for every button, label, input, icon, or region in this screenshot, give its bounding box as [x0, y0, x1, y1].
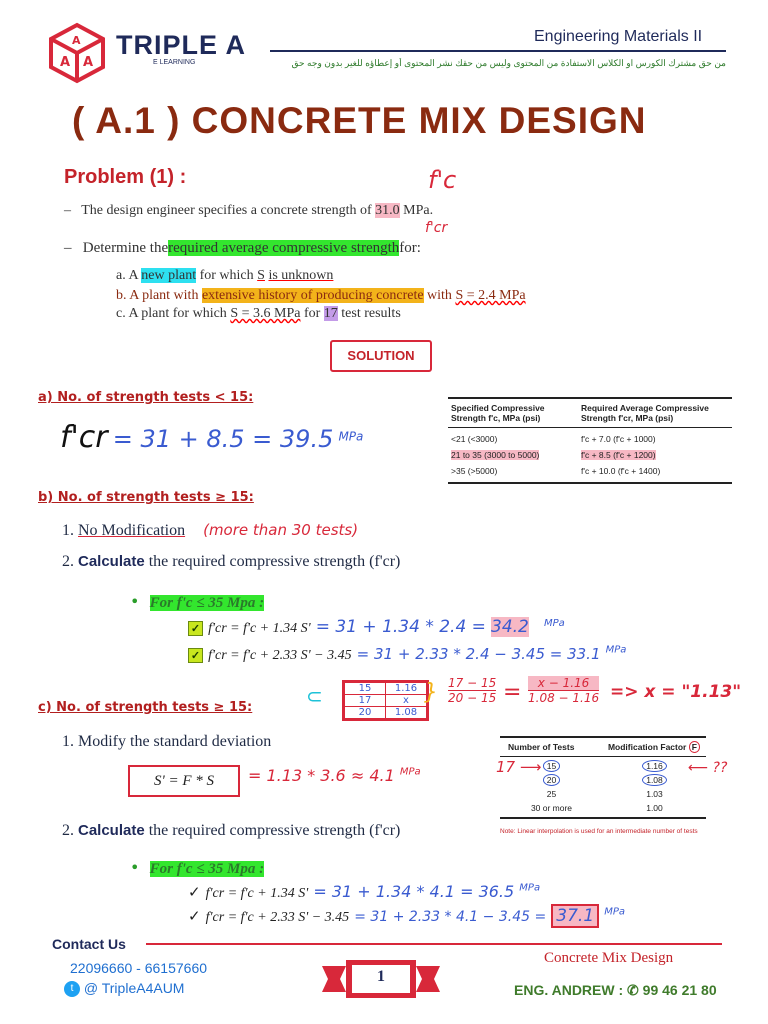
- logo-cube-icon: [46, 22, 108, 84]
- part-c-sd-work: = 1.13 * 3.6 ≈ 4.1 $^{MPa}$: [248, 766, 421, 785]
- bullet-2-highlight: required average compressive strength: [168, 240, 400, 256]
- table-cell: 25: [546, 789, 557, 799]
- table-cell: 17: [345, 695, 386, 707]
- interp-fraction-1: 17 − 15 20 − 15: [448, 676, 497, 705]
- problem-heading: Problem (1) :: [64, 166, 187, 188]
- table-row: [345, 683, 427, 695]
- footer-rule: [146, 943, 722, 945]
- table-cell: 1.08: [603, 775, 706, 785]
- svg-text:A: A: [72, 34, 81, 47]
- part-c-formula-1: ✓ f'cr = f'c + 1.34 S' = 31 + 1.34 * 4.1 = 36.5 $^{MPa}$: [188, 882, 541, 901]
- annotation-fc: f'c: [428, 166, 457, 194]
- annotation-question: ⟵ ??: [688, 760, 728, 776]
- case-c-count: 17: [323, 306, 338, 321]
- annotation-17: 17 ⟶: [496, 758, 542, 776]
- table-cell: >35 (>5000): [451, 466, 498, 476]
- table-cell: 15: [500, 761, 603, 771]
- check-icon: ✓: [188, 621, 203, 636]
- bullet-2-post: for:: [399, 240, 421, 256]
- part-b-condition-text: For f'c ≤ 35 Mpa :: [149, 595, 265, 611]
- case-c-post: test results: [341, 306, 401, 321]
- problem-bullet-2: – Determine therequired average compressive strengthfor:: [64, 240, 421, 256]
- case-a: [116, 268, 333, 284]
- case-c: [116, 306, 401, 322]
- footer-engineer: ENG. ANDREW : ✆ 99 46 21 80: [514, 982, 717, 998]
- part-b-result-1: 34.2: [491, 617, 529, 637]
- strength-table: [448, 397, 732, 484]
- check-icon: ✓: [188, 648, 203, 663]
- annotation-fcr: f'cr: [425, 220, 448, 236]
- modification-table-note: Note: Linear interpolation is used for an intermediate number of tests: [500, 828, 698, 835]
- table-cell: 20: [500, 775, 603, 785]
- arabic-notice: من حق مشترك الكورس او الكلاس الاستفادة من المحتوى وليس من حقك نشر المحتوى أو إعطاؤه للغير بدون وجه حق: [291, 58, 726, 68]
- part-c-condition: • For f'c ≤ 35 Mpa :: [130, 858, 265, 877]
- case-b-s: S = 2.4 MPa: [455, 288, 526, 303]
- whatsapp-icon: ✆: [627, 982, 639, 998]
- interp-result: => x = "1.13": [610, 682, 742, 702]
- interp-equals: =: [503, 680, 522, 705]
- part-b-heading: b) No. of strength tests ≥ 15:: [38, 490, 254, 505]
- svg-text:A: A: [83, 55, 94, 70]
- table-cell: 30 or more: [530, 803, 573, 813]
- part-b-formula-1: ✓ f'cr = f'c + 1.34 S' = 31 + 1.34 * 2.4 = 34.2 $^{MPa}$: [188, 617, 565, 637]
- part-b-note: (more than 30 tests): [203, 521, 359, 539]
- part-c-result-2: 37.1: [551, 904, 599, 928]
- logo-text: TRIPLE A: [116, 30, 247, 60]
- part-b-item-1: 1. No Modification (more than 30 tests): [62, 521, 359, 539]
- part-c-heading: c) No. of strength tests ≥ 15:: [38, 700, 253, 715]
- table-row: [345, 707, 427, 719]
- check-icon: ✓: [188, 883, 201, 901]
- strength-table-header: [448, 397, 732, 428]
- part-b-formula-2: ✓ f'cr = f'c + 2.33 S' − 3.45 = 31 + 2.33 * 2.4 − 3.45 = 33.1 $^{MPa}$: [188, 644, 626, 664]
- strength-table-h2: Required Average Compressive Strength f'cr, MPa (psi): [581, 403, 709, 423]
- table-cell: 1.08: [386, 707, 427, 719]
- table-cell: 21 to 35 (3000 to 5000): [451, 450, 540, 460]
- part-c-item-2: 2. Calculate the required compressive strength (f'cr): [62, 822, 401, 839]
- case-a-post: is unknown: [268, 268, 334, 283]
- twitter-handle: t @ TripleA4AUM: [64, 980, 184, 997]
- case-a-highlight: new plant: [141, 268, 197, 283]
- table-cell: f'c + 10.0 (f'c + 1400): [581, 466, 661, 476]
- part-a-rhs: = 31 + 8.5 = 39.5: [112, 425, 334, 453]
- case-c-pre: c. A plant for which: [116, 306, 227, 321]
- case-a-mid: for which: [199, 268, 254, 283]
- case-b-mid: with: [427, 288, 452, 303]
- sd-formula-box: S' = F * S: [128, 765, 240, 797]
- logo-subtext: E LEARNING: [153, 59, 196, 66]
- part-c-condition-text: For f'c ≤ 35 Mpa :: [149, 861, 265, 877]
- table-row: [500, 801, 706, 815]
- modification-table-header: Number of Tests Modification Factor F: [500, 736, 706, 757]
- table-cell: x: [386, 695, 427, 707]
- table-cell: f'c + 8.5 (f'c + 1200): [581, 450, 656, 460]
- part-b-item-2: 2. Calculate the required compressive strength (f'cr): [62, 553, 401, 570]
- specified-strength: 31.0: [375, 203, 400, 218]
- table-cell: f'c + 7.0 (f'c + 1000): [581, 434, 656, 444]
- part-c-item-1: 1. Modify the standard deviation: [62, 733, 272, 750]
- table-row: [345, 695, 427, 707]
- table-row: [448, 447, 732, 463]
- part-a-unit: MPa: [338, 429, 364, 444]
- case-a-s: S: [257, 268, 265, 283]
- modification-table: [500, 736, 706, 835]
- part-a-heading: a) No. of strength tests < 15:: [38, 390, 254, 405]
- interpolation-table: [344, 682, 427, 719]
- table-row: [448, 431, 732, 447]
- strength-table-h1: Specified Compressive Strength f'c, MPa (psi): [451, 403, 545, 423]
- problem-bullet-1: – The design engineer specifies a concrete strength of 31.0 MPa.: [64, 203, 434, 218]
- footer-topic: Concrete Mix Design: [544, 950, 674, 966]
- interp-fraction-2: x − 1.16 1.08 − 1.16: [528, 676, 600, 705]
- logo: [46, 22, 108, 84]
- page-title: ( A.1 ) CONCRETE MIX DESIGN: [72, 100, 647, 141]
- table-cell: 20: [345, 707, 386, 719]
- bullet-1-text: The design engineer specifies a concrete strength of: [81, 203, 372, 218]
- table-cell: 1.03: [646, 789, 663, 799]
- table-cell: <21 (<3000): [451, 434, 498, 444]
- table-row: [448, 463, 732, 479]
- header-rule: [270, 50, 726, 52]
- case-c-s: S = 3.6 MPa: [230, 306, 301, 321]
- part-c-formula-2: ✓ f'cr = f'c + 2.33 S' − 3.45 = 31 + 2.33 * 4.1 − 3.45 = 37.1 $^{MPa}$: [188, 906, 626, 926]
- part-b-condition: • For f'c ≤ 35 Mpa :: [130, 592, 265, 611]
- table-cell: 15: [345, 683, 386, 695]
- table-row: [500, 787, 706, 801]
- no-modification: No Modification: [78, 522, 186, 539]
- twitter-icon[interactable]: t: [64, 981, 80, 997]
- table-cell: 1.16: [386, 683, 427, 695]
- strength-table-body: [448, 428, 732, 484]
- case-a-pre: a. A: [116, 268, 138, 283]
- bullet-2-pre: Determine the: [82, 240, 169, 256]
- page-number: 1: [377, 968, 385, 985]
- interp-arrow-icon: }: [424, 680, 438, 705]
- course-name: Engineering Materials II: [534, 28, 703, 45]
- svg-text:A: A: [60, 55, 71, 70]
- table-cell: 1.00: [646, 803, 663, 813]
- case-c-mid: for: [303, 306, 321, 321]
- solution-label: SOLUTION: [330, 340, 432, 372]
- table-cell: 1.16: [603, 761, 706, 771]
- bullet-1-unit: MPa.: [403, 203, 434, 218]
- case-b-highlight: extensive history of producing concrete: [201, 288, 424, 303]
- contact-heading: Contact Us: [52, 936, 126, 952]
- case-b-pre: b. A plant with: [116, 288, 199, 303]
- part-a-equation: [60, 420, 363, 455]
- interp-arrow-icon: ⊂: [306, 684, 323, 708]
- check-icon: ✓: [188, 907, 201, 925]
- contact-phones: 22096660 - 66157660: [70, 960, 208, 976]
- interpolation-grid: [342, 680, 429, 721]
- case-b: [116, 288, 526, 304]
- part-a-lhs: f'cr: [60, 420, 108, 455]
